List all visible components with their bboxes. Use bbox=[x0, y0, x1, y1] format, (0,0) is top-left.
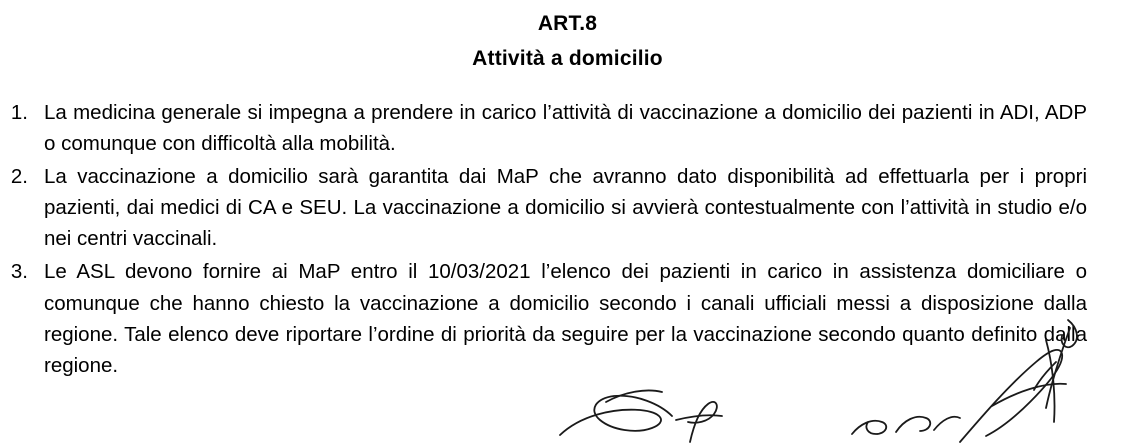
list-item-number: 1. bbox=[10, 100, 28, 124]
page-subtitle: Attività a domicilio bbox=[472, 47, 663, 71]
list-item bbox=[0, 97, 1135, 159]
page-title: ART.8 bbox=[537, 12, 598, 35]
document-page bbox=[0, 10, 1135, 445]
list-item-number: 2. bbox=[10, 164, 28, 188]
list-item bbox=[0, 256, 1135, 381]
list-item-text: La medicina generale si impegna a prendere in carico l’attività di vaccinazione a domicilio dei pazienti in ADI, ADP o comunque con difficoltà alla mobilità. bbox=[44, 100, 1087, 155]
list-item-number: 3. bbox=[10, 260, 28, 284]
list-item-text: Le ASL devono fornire ai MaP entro il 10/03/2021 l’elenco dei pazienti in carico in assistenza domiciliare o comunque che hanno chiesto la vaccinazione a domicilio secondo i canali ufficiali messi a disposizione dalla regione. Tale elenco deve riportare l’ordine di priorità da seguire per la vaccinazione secondo quanto definito dalla regione. bbox=[44, 260, 1087, 377]
list-item-text: La vaccinazione a domicilio sarà garantita dai MaP che avranno dato disponibilità ad effettuarla per i propri pazienti, dai medici di CA e SEU. La vaccinazione a domicilio si avvierà contestualmente con l’attività in studio e/o nei centri vaccinali. bbox=[44, 164, 1087, 251]
list-item bbox=[0, 161, 1135, 254]
numbered-list bbox=[0, 97, 1135, 381]
